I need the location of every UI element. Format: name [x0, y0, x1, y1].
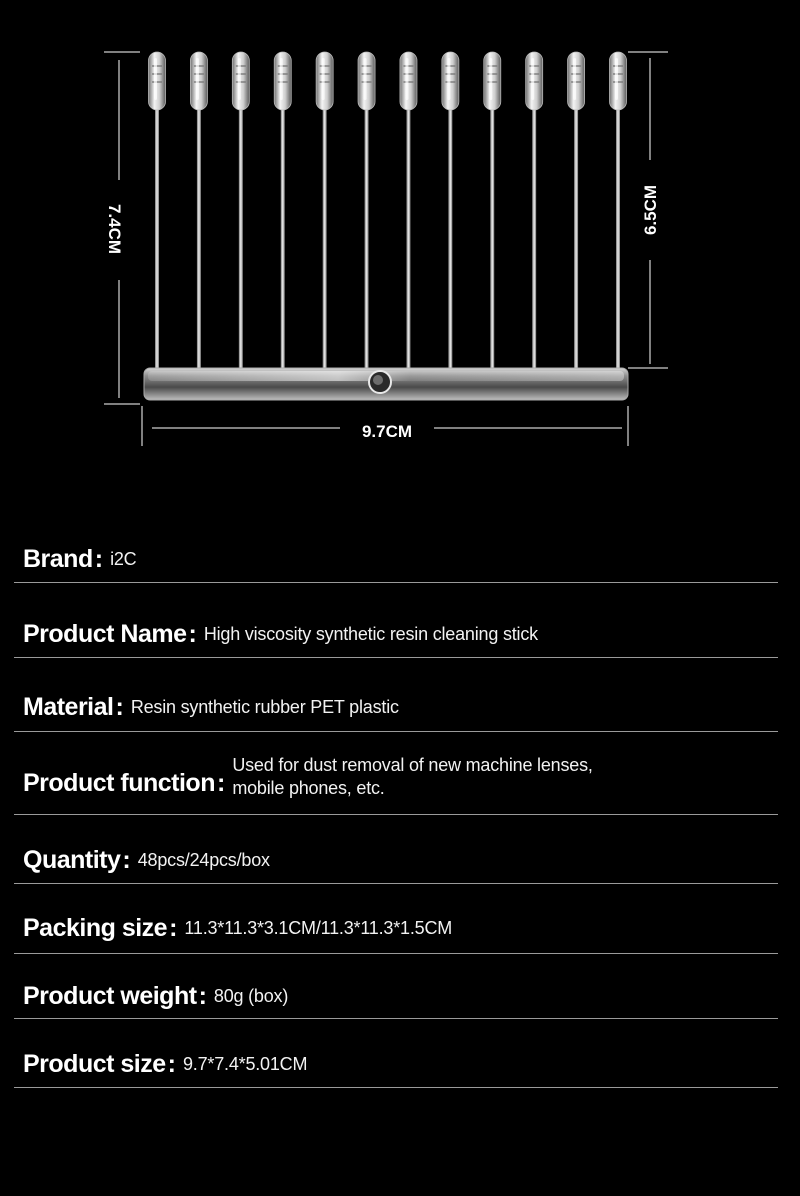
spec-label: Brand — [23, 545, 93, 573]
spec-label: Packing size — [23, 914, 168, 942]
stick-base — [144, 368, 628, 400]
dimension-label-total-height: 7.4CM — [105, 203, 124, 255]
cleaning-stick — [232, 52, 249, 372]
spec-colon: : — [198, 981, 207, 1010]
spec-row-product-function — [14, 752, 778, 815]
cleaning-stick — [526, 52, 543, 372]
spec-label: Material — [23, 693, 114, 721]
spec-row-product-size — [14, 1042, 778, 1088]
spec-value: 48pcs/24pcs/box — [137, 850, 270, 870]
spec-colon: : — [188, 620, 197, 648]
cleaning-stick — [442, 52, 459, 372]
spec-colon: : — [216, 768, 226, 797]
spec-row-brand — [14, 537, 778, 583]
spec-value: High viscosity synthetic resin cleaning stick — [203, 624, 538, 644]
spec-value: Resin synthetic rubber PET plastic — [130, 697, 399, 717]
spec-row-product-name — [14, 612, 778, 658]
spec-row-quantity — [14, 838, 778, 884]
product-illustration — [0, 0, 800, 470]
spec-value: 80g (box) — [213, 985, 289, 1006]
cleaning-stick — [568, 52, 585, 372]
dimension-label-base-width: 9.7CM — [361, 422, 413, 441]
spec-row-material — [14, 684, 778, 732]
spec-row-product-weight — [14, 974, 778, 1019]
spec-value: Used for dust removal of new machine lenses, mobile phones, etc. — [232, 755, 593, 798]
spec-row-packing-size — [14, 904, 778, 954]
spec-label: Product weight — [23, 981, 197, 1010]
cleaning-stick — [484, 52, 501, 372]
spec-label: Product Name — [23, 620, 187, 648]
spec-colon: : — [94, 545, 104, 573]
cleaning-sticks-group — [149, 52, 627, 372]
dimension-label-stick-height: 6.5CM — [641, 184, 660, 236]
cleaning-stick — [400, 52, 417, 372]
cleaning-stick — [190, 52, 207, 372]
spec-label: Product function — [23, 768, 215, 797]
spec-value: 9.7*7.4*5.01CM — [182, 1054, 308, 1074]
cleaning-stick — [358, 52, 375, 372]
spec-colon: : — [115, 693, 124, 721]
cleaning-stick — [316, 52, 333, 372]
cleaning-stick — [610, 52, 627, 372]
spec-colon: : — [169, 914, 178, 942]
spec-label: Quantity — [23, 846, 121, 874]
spec-label: Product size — [23, 1050, 166, 1078]
spec-colon: : — [167, 1050, 176, 1078]
spec-colon: : — [122, 846, 131, 874]
spec-value: i2C — [110, 549, 137, 569]
cleaning-stick — [149, 52, 166, 372]
cleaning-stick — [274, 52, 291, 372]
spec-value: 11.3*11.3*3.1CM/11.3*11.3*1.5CM — [184, 918, 453, 938]
